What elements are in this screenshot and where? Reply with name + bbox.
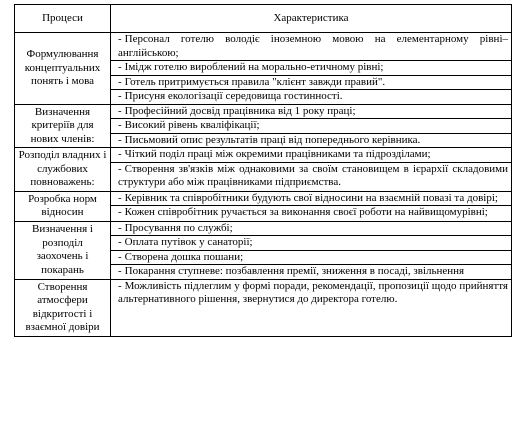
list-item xyxy=(111,76,511,91)
item-text: Чіткий поділ праці між окремими працівниками та підрозділами; xyxy=(124,148,431,160)
item-text: Професійний досвід працівника від 1 року праці; xyxy=(124,104,356,117)
list-item xyxy=(111,90,511,104)
bullet-marker: - xyxy=(118,191,122,204)
list-item xyxy=(111,61,511,76)
table-row xyxy=(15,33,512,105)
table-row xyxy=(15,221,512,279)
bullet-marker: - xyxy=(118,148,122,160)
header-processes: Процеси xyxy=(15,5,111,33)
table-row xyxy=(15,191,512,221)
characteristics-cell xyxy=(111,33,512,105)
table-row xyxy=(15,148,512,192)
process-cell: Розподіл владних і службових повноважень: xyxy=(15,148,111,192)
bullet-marker: - xyxy=(118,279,122,292)
item-text: Керівник та співробітники будують свої відносини на взаємній повазі та довірі; xyxy=(124,191,498,204)
process-cell: Розробка норм відносин xyxy=(15,191,111,221)
table-row xyxy=(15,279,512,336)
bullet-marker: - xyxy=(118,265,122,277)
list-item xyxy=(111,192,511,207)
process-cell: Формулювання концептуальних понять і мова xyxy=(15,33,111,105)
bullet-marker: - xyxy=(118,221,122,234)
bullet-marker: - xyxy=(118,75,122,88)
item-text: Присуня екологізації середовища гостинності. xyxy=(124,90,343,102)
item-text: Письмовий опис результатів праці від попереднього керівника. xyxy=(124,133,421,146)
header-characteristics: Характеристика xyxy=(111,5,512,33)
bullet-marker: - xyxy=(118,90,122,102)
list-item xyxy=(111,236,511,251)
item-text: Просування по службі; xyxy=(124,221,233,234)
bullet-marker: - xyxy=(118,236,122,248)
list-item xyxy=(111,119,511,134)
list-item xyxy=(111,251,511,266)
table-row xyxy=(15,104,512,148)
bullet-marker: - xyxy=(118,133,122,146)
list-item xyxy=(111,148,511,163)
list-item xyxy=(111,206,511,220)
item-text: Персонал готелю володіє іноземною мовою на елементарному рівні– англійською; xyxy=(118,33,508,59)
list-item xyxy=(111,163,511,190)
item-text: Імідж готелю вироблений на морально-етичному рівні; xyxy=(124,61,384,73)
bullet-marker: - xyxy=(118,162,122,175)
list-item xyxy=(111,280,511,307)
list-item xyxy=(111,134,511,148)
characteristics-cell xyxy=(111,221,512,279)
list-item xyxy=(111,265,511,279)
bullet-marker: - xyxy=(118,206,122,218)
bullet-marker: - xyxy=(118,33,122,45)
characteristics-cell xyxy=(111,148,512,192)
item-text: Кожен співробітник ручається за виконання своєї роботи на найвищомурівні; xyxy=(124,206,488,218)
bullet-marker: - xyxy=(118,119,122,131)
bullet-marker: - xyxy=(118,61,122,73)
list-item xyxy=(111,33,511,61)
item-text: Створена дошка пошани; xyxy=(124,250,244,263)
process-cell: Створення атмосфери відкритості і взаємної довіри xyxy=(15,279,111,336)
characteristics-cell xyxy=(111,191,512,221)
item-text: Високий рівень кваліфікації; xyxy=(124,119,260,131)
bullet-marker: - xyxy=(118,250,122,263)
characteristics-cell xyxy=(111,104,512,148)
item-text: Оплата путівок у санаторії; xyxy=(124,236,253,248)
table-header-row xyxy=(15,5,512,33)
processes-table xyxy=(14,4,512,337)
characteristics-cell xyxy=(111,279,512,336)
item-text: Покарання ступневе: позбавлення премії, зниження в посаді, звільнення xyxy=(124,265,465,277)
process-cell: Визначення і розподіл заохочень і покарань xyxy=(15,221,111,279)
item-text: Створення зв'язків між однаковими за своїм становищем в ієрархії складовими структури або між працівниками підприємства. xyxy=(118,162,508,188)
list-item xyxy=(111,105,511,120)
item-text: Готель притримується правила "клієнт завжди правий". xyxy=(124,75,386,88)
list-item xyxy=(111,222,511,237)
process-cell: Визначення критеріїв для нових членів: xyxy=(15,104,111,148)
item-text: Можливість підлеглим у формі поради, рекомендації, пропозиції щодо прийняття альтернативного рішення, звернутися до директора готелю. xyxy=(118,279,508,305)
bullet-marker: - xyxy=(118,104,122,117)
